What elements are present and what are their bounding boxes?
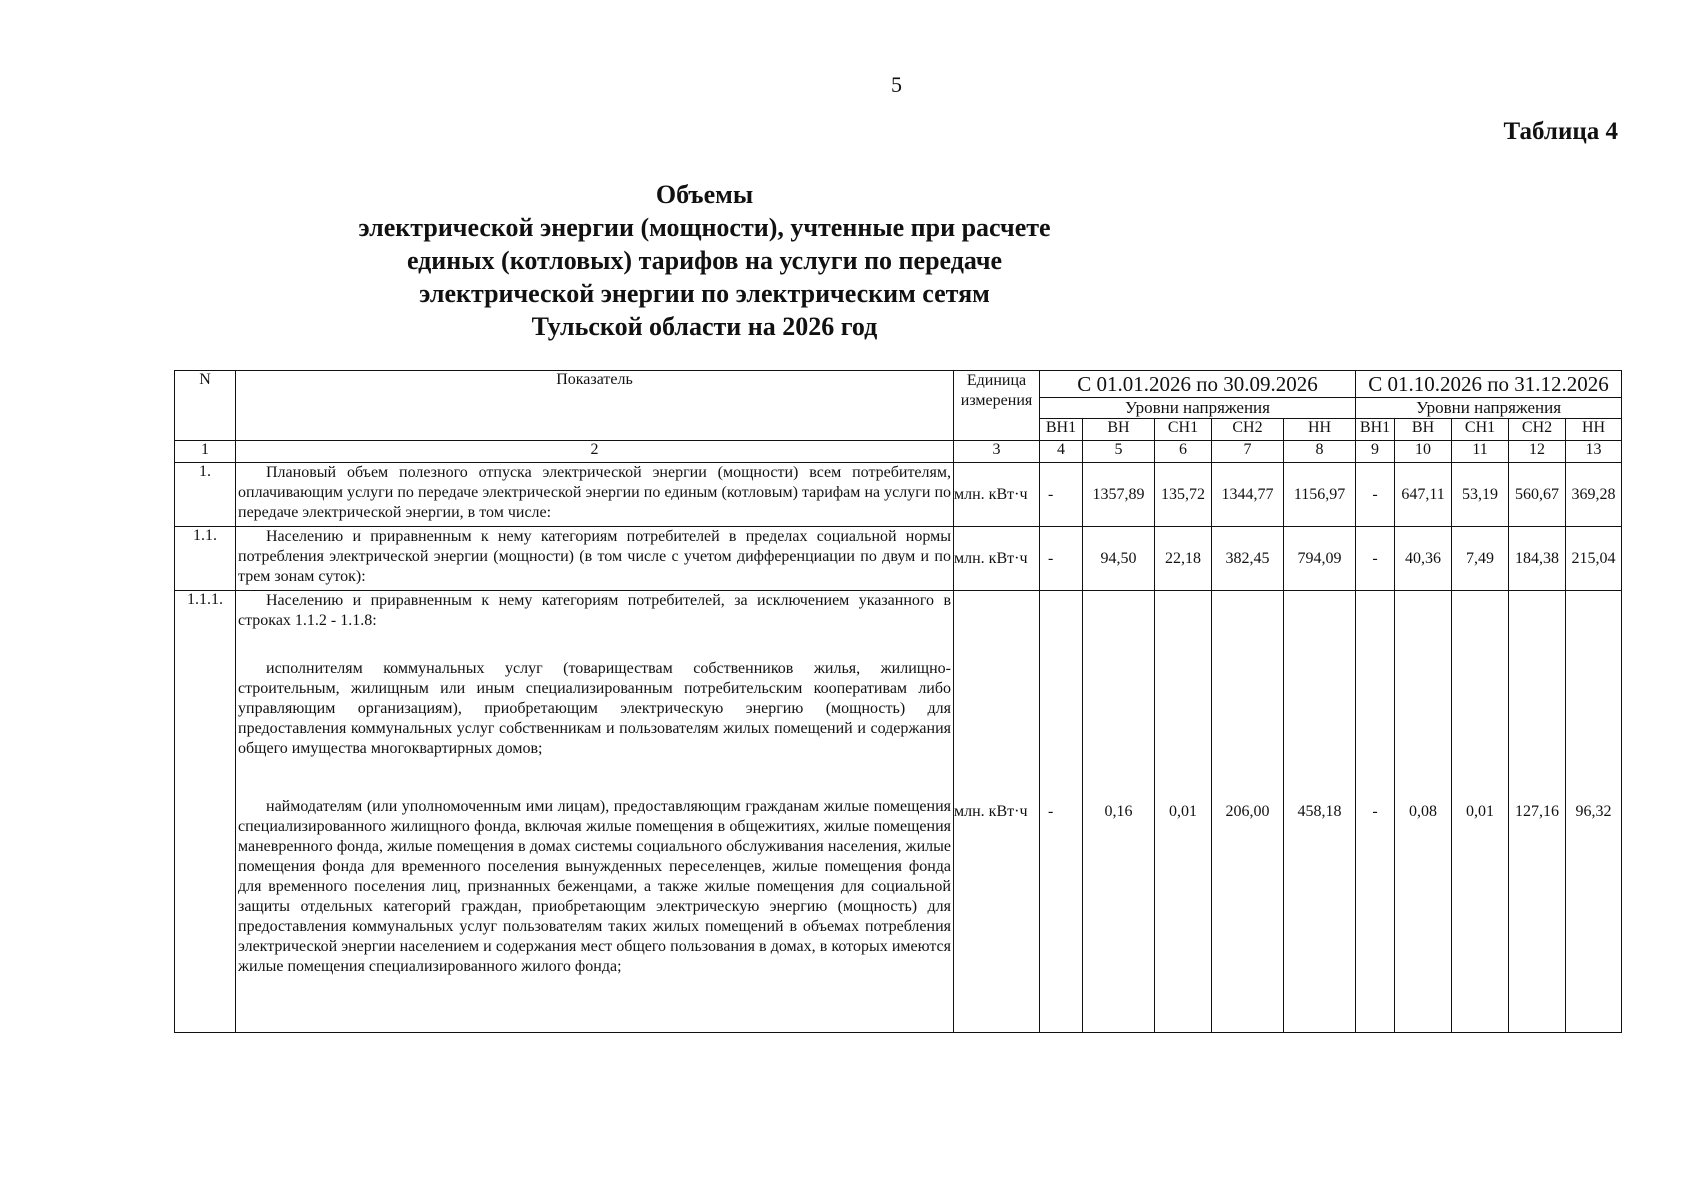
header-level-sn1: СН1 [1155, 419, 1212, 441]
value-cell: 0,01 [1452, 591, 1509, 1033]
value-cell: - [1356, 527, 1395, 591]
indicator-paragraph: Плановый объем полезного отпуска электрической энергии (мощности) всем потребителям, оплачивающим услуги по передаче электрической энергии по единым (котловым) тарифам на услуги по передаче электрической энергии, в том числе: [238, 464, 951, 521]
row-indicator [236, 527, 954, 591]
header-level-nn: НН [1284, 419, 1356, 441]
title-line: электрической энергии (мощности), учтенные при расчете [358, 213, 1051, 242]
header-voltage-levels-2: Уровни напряжения [1356, 398, 1622, 419]
column-number: 10 [1395, 441, 1452, 463]
value-cell: 127,16 [1509, 591, 1566, 1033]
value-cell: 794,09 [1284, 527, 1356, 591]
header-level-vn: ВН [1395, 419, 1452, 441]
value-cell: 96,32 [1566, 591, 1622, 1033]
value-cell: - [1356, 463, 1395, 527]
value-cell: 22,18 [1155, 527, 1212, 591]
value-cell: 7,49 [1452, 527, 1509, 591]
header-n: N [175, 371, 236, 441]
title-line: Объемы [655, 180, 754, 209]
title-line: единых (котловых) тарифов на услуги по передаче [406, 246, 1003, 275]
column-number: 6 [1155, 441, 1212, 463]
value-cell: 1156,97 [1284, 463, 1356, 527]
column-number: 7 [1212, 441, 1284, 463]
indicator-paragraph: наймодателям (или уполномоченным ими лицам), предоставляющим гражданам жилые помещения специализированного жилищного фонда, включая жилые помещения в общежитиях, жилые помещения маневренного фонда, жилые помещения в домах системы социального обслуживания населения, жилые помещения фонда для временного поселения вынужденных переселенцев, жилые помещения фонда для временного поселения лиц, признанных беженцами, а также жилые помещения для социальной защиты отдельных категорий граждан, приобретающим электрическую энергию (мощность) для предоставления коммунальных услуг пользователям таких жилых помещений в объемах потребления электрической энергии населением и содержания мест общего пользования в домах, в которых имеются жилые помещения специализированного жилого фонда; [238, 798, 951, 975]
header-level-vn1: ВН1 [1040, 419, 1083, 441]
column-number: 4 [1040, 441, 1083, 463]
column-number: 5 [1083, 441, 1155, 463]
value-cell: 184,38 [1509, 527, 1566, 591]
column-number: 9 [1356, 441, 1395, 463]
value-cell: 1357,89 [1083, 463, 1155, 527]
value-cell: - [1040, 463, 1083, 527]
title-line: Тульской области на 2026 год [531, 312, 878, 341]
row-number: 1.1.1. [175, 591, 236, 1033]
value-cell: 458,18 [1284, 591, 1356, 1033]
row-unit: млн. кВт·ч [954, 463, 1040, 527]
value-cell: 40,36 [1395, 527, 1452, 591]
value-cell: - [1356, 591, 1395, 1033]
value-cell: 647,11 [1395, 463, 1452, 527]
value-cell: 0,08 [1395, 591, 1452, 1033]
value-cell: 53,19 [1452, 463, 1509, 527]
value-cell: 135,72 [1155, 463, 1212, 527]
page-number: 5 [891, 72, 902, 97]
title-line: электрической энергии по электрическим сетям [419, 279, 990, 308]
header-voltage-levels-1: Уровни напряжения [1040, 398, 1356, 419]
value-cell: 94,50 [1083, 527, 1155, 591]
row-unit: млн. кВт·ч [954, 527, 1040, 591]
value-cell: - [1040, 527, 1083, 591]
header-period-2: С 01.10.2026 по 31.12.2026 [1356, 371, 1622, 398]
table-row [175, 463, 1622, 527]
column-numbers-row [175, 441, 1622, 463]
table-row [175, 527, 1622, 591]
table-label: Таблица 4 [1503, 118, 1618, 145]
value-cell: 369,28 [1566, 463, 1622, 527]
value-cell: 0,01 [1155, 591, 1212, 1033]
header-level-vn1: ВН1 [1356, 419, 1395, 441]
row-number: 1.1. [175, 527, 236, 591]
column-number: 2 [236, 441, 954, 463]
column-number: 12 [1509, 441, 1566, 463]
column-number: 8 [1284, 441, 1356, 463]
header-level-vn: ВН [1083, 419, 1155, 441]
column-number: 13 [1566, 441, 1622, 463]
value-cell: 382,45 [1212, 527, 1284, 591]
value-cell: 215,04 [1566, 527, 1622, 591]
value-cell: - [1040, 591, 1083, 1033]
column-number: 1 [175, 441, 236, 463]
header-indicator: Показатель [236, 371, 954, 441]
row-indicator [236, 591, 954, 1033]
row-unit: млн. кВт·ч [954, 591, 1040, 1033]
value-cell: 206,00 [1212, 591, 1284, 1033]
indicator-paragraph: Населению и приравненным к нему категориям потребителей в пределах социальной нормы потребления электрической энергии (мощности) (в том числе с учетом дифференциации по двум и по трем зонам суток): [238, 528, 951, 585]
indicator-paragraph: исполнителям коммунальных услуг (товариществам собственников жилья, жилищно-строительным, жилищным или иным специализированным потребительским кооперативам либо управляющим организациям), приобретающим электрическую энергию (мощность) для предоставления коммунальных услуг собственникам и пользователям жилых помещений и содержания общего имущества многоквартирных домов; [238, 660, 951, 757]
value-cell: 1344,77 [1212, 463, 1284, 527]
value-cell: 560,67 [1509, 463, 1566, 527]
volumes-table [174, 370, 1622, 1033]
value-cell: 0,16 [1083, 591, 1155, 1033]
document-title [0, 178, 1409, 343]
header-period-1: С 01.01.2026 по 30.09.2026 [1040, 371, 1356, 398]
column-number: 11 [1452, 441, 1509, 463]
table-row [175, 591, 1622, 1033]
column-number: 3 [954, 441, 1040, 463]
indicator-paragraph: Населению и приравненным к нему категориям потребителей, за исключением указанного в строках 1.1.2 - 1.1.8: [238, 592, 951, 629]
header-level-sn2: СН2 [1509, 419, 1566, 441]
row-indicator [236, 463, 954, 527]
header-level-sn1: СН1 [1452, 419, 1509, 441]
header-level-sn2: СН2 [1212, 419, 1284, 441]
header-level-nn: НН [1566, 419, 1622, 441]
row-number: 1. [175, 463, 236, 527]
header-unit: Единица измерения [954, 371, 1040, 441]
